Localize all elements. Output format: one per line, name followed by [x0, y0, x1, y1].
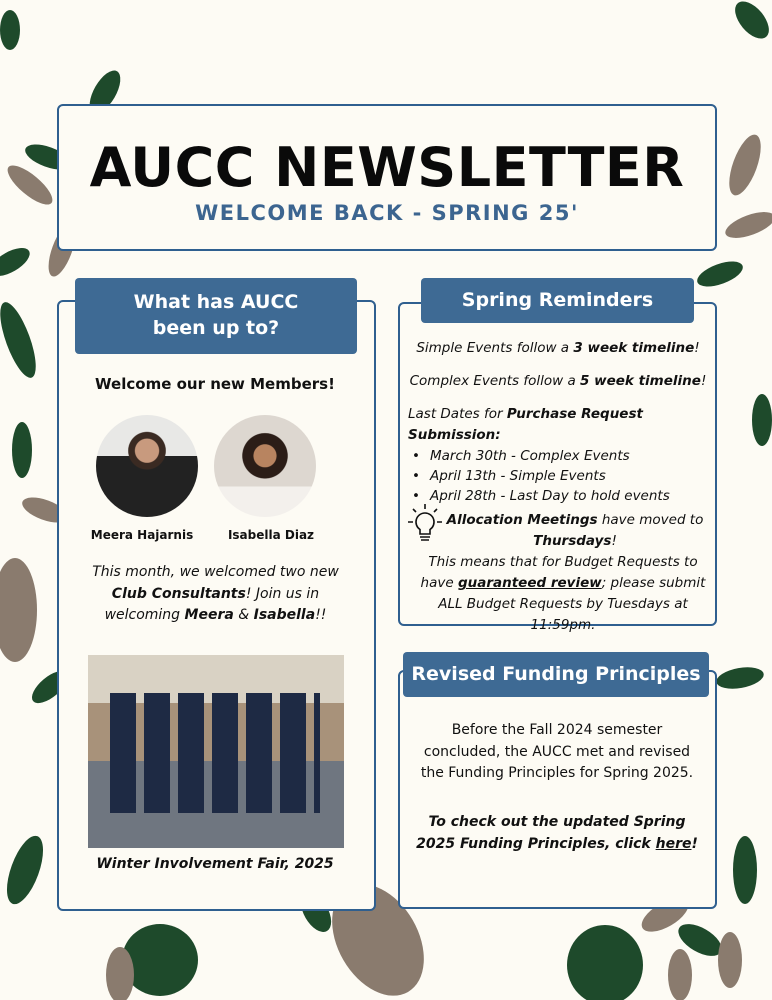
activities-section-title: What has AUCC been up to?	[75, 278, 357, 354]
allocation-text	[440, 510, 710, 552]
last-dates-text	[404, 404, 712, 446]
newsletter-subtitle: WELCOME BACK - SPRING 25'	[195, 201, 579, 225]
member-name: Isabella Diaz	[227, 528, 315, 542]
text: !	[691, 835, 698, 852]
avatar-meera	[96, 415, 198, 517]
funding-section-title: Revised Funding Principles	[403, 652, 709, 697]
photo-caption: Winter Involvement Fair, 2025	[96, 856, 334, 872]
welcome-heading: Welcome our new Members!	[95, 375, 335, 393]
newsletter-title: AUCC NEWSLETTER	[89, 136, 685, 199]
text: &	[233, 607, 254, 624]
simple-events-text	[404, 338, 712, 359]
funding-section	[398, 670, 717, 909]
member-name: Meera Hajarnis	[90, 528, 194, 542]
text: Club Consultants	[111, 585, 246, 602]
dates-list	[404, 446, 712, 507]
text: This means that for Budget Requests to have	[420, 554, 698, 591]
text: Simple Events follow a	[416, 340, 574, 356]
text: guaranteed review	[457, 574, 602, 591]
text: This month, we welcomed two new	[92, 564, 339, 580]
complex-events-text	[404, 371, 712, 392]
reminders-content	[404, 338, 712, 506]
involvement-fair-photo	[88, 655, 344, 848]
text: !	[700, 372, 707, 389]
text: 5 week timeline	[580, 372, 701, 389]
text: Complex Events follow a	[409, 372, 581, 389]
reminders-section-title: Spring Reminders	[421, 278, 694, 323]
lightbulb-icon	[407, 503, 443, 547]
text: have moved to	[597, 512, 704, 528]
text: Purchase Request Submission:	[408, 405, 643, 443]
text: !	[694, 340, 700, 356]
list-item: • April 13th - Simple Events	[404, 466, 712, 486]
text: 3 week timeline	[573, 340, 695, 356]
text: ! Join us in welcoming	[104, 585, 320, 624]
avatar-isabella	[214, 415, 316, 517]
text: ; please submit ALL Budget Requests by Tuesdays at 11:59pm.	[438, 574, 706, 633]
funding-cta	[412, 812, 702, 855]
list-item: • April 28th - Last Day to hold events	[404, 486, 712, 506]
text: Thursdays	[533, 532, 612, 549]
text: Allocation Meetings	[446, 512, 598, 528]
welcome-text	[88, 562, 343, 627]
funding-principles-link[interactable]: here	[655, 835, 692, 852]
list-item: • March 30th - Complex Events	[404, 446, 712, 466]
text: To check out the updated Spring 2025 Funding Principles, click	[416, 814, 686, 852]
text: Meera	[184, 607, 234, 624]
text: Isabella	[253, 607, 316, 624]
text: Last Dates for	[408, 405, 507, 422]
newsletter-header	[57, 104, 717, 251]
funding-body: Before the Fall 2024 semester concluded, the AUCC met and revised the Funding Principles for Spring 2025.	[420, 722, 694, 782]
budget-requests-text	[418, 552, 708, 636]
text: !	[611, 532, 617, 549]
text: !!	[315, 607, 327, 624]
